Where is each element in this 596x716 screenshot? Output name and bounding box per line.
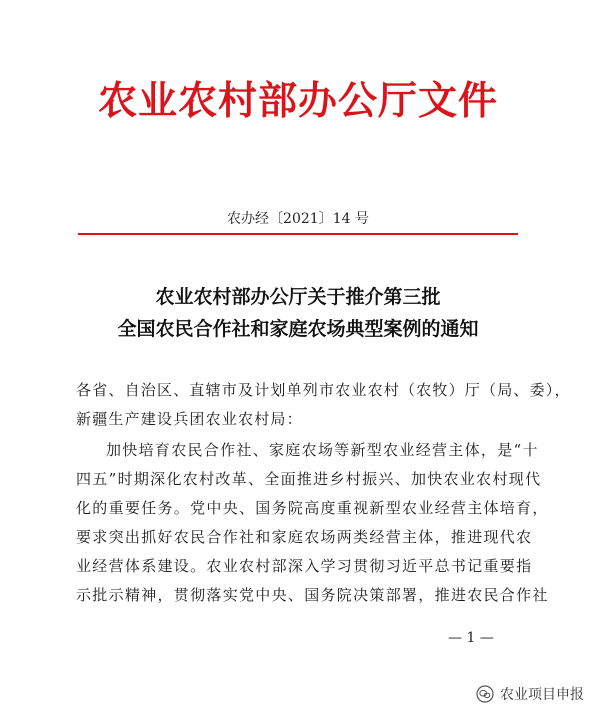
wechat-watermark <box>476 684 584 704</box>
paragraph-line: 业经营体系建设。农业农村部深入学习贯彻习近平总书记重要指 <box>76 557 533 575</box>
paragraph-line: 加快培育农民合作社、家庭农场等新型农业经营主体，是“十 <box>106 441 539 459</box>
notice-title-line-1: 农业农村部办公厅关于推介第三批 <box>155 286 441 308</box>
document-header-title: 农业农村部办公厅文件 <box>97 78 498 124</box>
wechat-icon <box>476 685 494 703</box>
paragraph-line: 四五”时期深化农村改革、全面推进乡村振兴、加快农业农村现代 <box>76 470 542 488</box>
document-body <box>76 376 571 610</box>
red-divider-line <box>78 233 518 235</box>
watermark-text: 农业项目申报 <box>500 687 584 703</box>
addressee-line-1: 各省、自治区、直辖市及计划单列市农业农村（农牧）厅（局、委）， <box>76 381 571 399</box>
page-number: — 1 — <box>448 630 494 646</box>
addressee-line-2: 新疆生产建设兵团农业农村局： <box>76 410 303 428</box>
paragraph-line: 要求突出抓好农民合作社和家庭农场两类经营主体，推进现代农 <box>76 528 533 546</box>
addressee <box>76 376 571 434</box>
notice-title-line-2: 全国农民合作社和家庭农场典型案例的通知 <box>117 318 479 340</box>
document-number: 农办经〔2021〕14 号 <box>227 211 369 227</box>
body-paragraph <box>76 436 549 610</box>
paragraph-line: 化的重要任务。党中央、国务院高度重视新型农业经营主体培育， <box>76 499 549 517</box>
notice-title <box>0 281 596 345</box>
paragraph-line: 示批示精神，贯彻落实党中央、国务院决策部署，推进农民合作社 <box>76 586 549 604</box>
